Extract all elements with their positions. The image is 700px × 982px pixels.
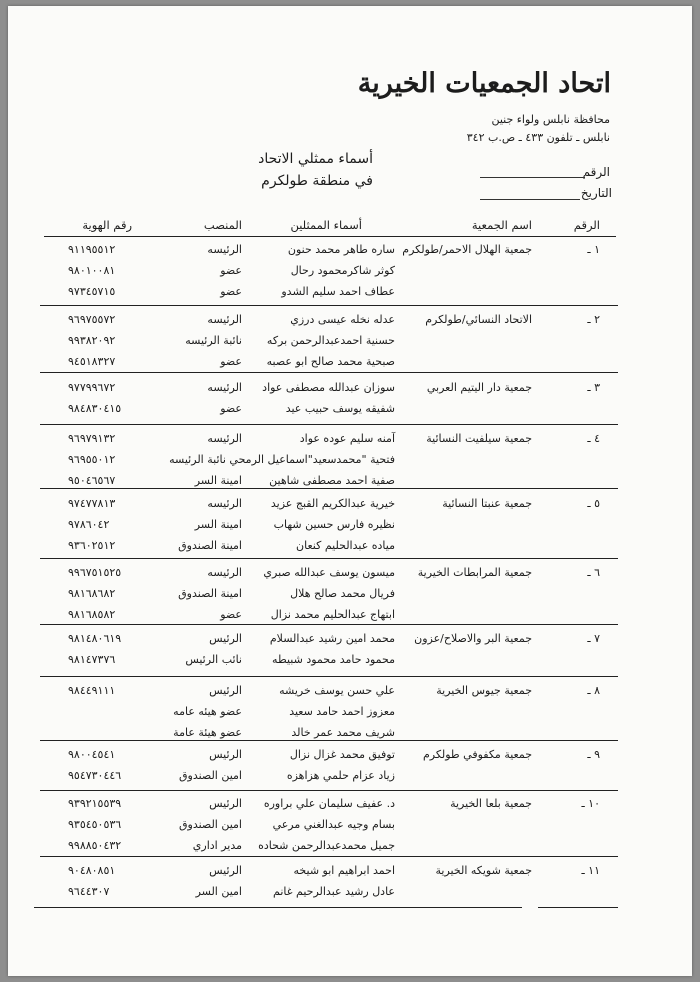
member-id-number: ٩٩٨٨٥٠٤٣٢ — [68, 839, 122, 852]
member-position: عضو — [220, 402, 242, 415]
member-position: الرئيسه — [207, 432, 242, 445]
member-name: مياده عبدالحليم كنعان — [296, 539, 395, 552]
member-position: نائبة الرئيسه — [185, 334, 242, 347]
entry-separator-rule — [40, 558, 618, 559]
member-id-number: ٩٣٥٤٥٠٥٣٦ — [68, 818, 122, 831]
member-id-number: ٩٧٣٤٥٧١٥ — [68, 285, 116, 298]
member-id-number: ٩٤٥١٨٣٢٧ — [68, 355, 116, 368]
member-position: الرئيسه — [207, 313, 242, 326]
member-name: كوثر شاكرمحمود رحال — [290, 264, 395, 277]
society-name: جمعية بلعا الخيرية — [450, 797, 532, 810]
member-id-number: ٩٥٠٤٦٥٦٧ — [68, 474, 116, 487]
member-id-number: ٩١١٩٥٥١٢ — [68, 243, 116, 256]
member-id-number: ٩٧٨٦٠٤٢ — [68, 518, 110, 531]
member-name: زياد عزام حلمي هزاهزه — [286, 769, 395, 782]
member-name: آمنه سليم عوده عواد — [299, 432, 395, 445]
entry-separator-rule — [40, 372, 618, 373]
col-header-society: اسم الجمعية — [471, 218, 532, 232]
member-name: شفيقه يوسف حبيب عيد — [285, 402, 395, 415]
entry-number: ٦ ـ — [587, 566, 600, 579]
member-id-number: ٩٨١٦٨٦٨٢ — [68, 587, 116, 600]
bottom-rule-right — [538, 907, 618, 908]
member-position: مدير اداري — [192, 839, 242, 852]
member-position: امين الصندوق — [178, 818, 242, 831]
member-name: نظيره فارس حسين شهاب — [273, 518, 395, 531]
member-position: عضو — [220, 608, 242, 621]
member-position: الرئيس — [209, 797, 242, 810]
member-name: احمد ابراهيم ابو شيخه — [293, 864, 395, 877]
society-name: جمعية جيوس الخيرية — [436, 684, 532, 697]
member-name: خيرية عبدالكريم القبج عزيد — [270, 497, 395, 510]
member-position: عضو هيئة عامة — [173, 726, 242, 739]
entry-number: ٤ ـ — [587, 432, 600, 445]
entry-separator-rule — [40, 424, 618, 425]
date-blank-line — [480, 199, 580, 200]
society-name: جمعية المرابطات الخيرية — [417, 566, 532, 579]
member-id-number: ٩٣٩٢١٥٥٣٩ — [68, 797, 122, 810]
member-position: الرئيس — [209, 632, 242, 645]
entry-separator-rule — [40, 488, 618, 489]
member-name: عدله نخله عيسى درزي — [290, 313, 395, 326]
member-id-number: ٩٣٦٠٢٥١٢ — [68, 539, 116, 552]
member-position: الرئيسه — [207, 497, 242, 510]
member-position: نائب الرئيس — [185, 653, 242, 666]
society-name: الاتحاد النسائي/طولكرم — [425, 313, 532, 326]
member-position: الرئيسه — [207, 566, 242, 579]
member-position: الرئيسه — [207, 243, 242, 256]
member-name: ابتهاج عبدالحليم محمد نزال — [270, 608, 395, 621]
member-name: توفيق محمد غزال نزال — [289, 748, 395, 761]
entry-number: ١١ ـ — [581, 864, 600, 877]
entry-separator-rule — [40, 740, 618, 741]
member-name: بسام وجيه عبدالغني مرعي — [272, 818, 395, 831]
member-name: حسنية احمدعبدالرحمن بركه — [266, 334, 395, 347]
member-id-number: ٩٨١٤٧٣٧٦ — [68, 653, 116, 666]
member-name: فريال محمد صالح هلال — [290, 587, 395, 600]
member-id-number: ٩٩٦٧٥١٥٢٥ — [68, 566, 122, 579]
member-position: امينة الصندوق — [178, 587, 242, 600]
member-name: عطاف احمد سليم الشدو — [281, 285, 395, 298]
member-id-number: ٩٦٩٥٥٠١٢ — [68, 453, 116, 466]
entry-separator-rule — [40, 856, 618, 857]
entry-number: ٩ ـ — [587, 748, 600, 761]
member-id-number: ٩٨٠١٠٠٨١ — [68, 264, 116, 277]
member-id-number: ٩٩٣٨٢٠٩٢ — [68, 334, 116, 347]
member-position: امينة الصندوق — [178, 539, 242, 552]
member-id-number: ٩٨١٦٨٥٨٢ — [68, 608, 116, 621]
entry-separator-rule — [40, 624, 618, 625]
entry-number: ٢ ـ — [587, 313, 600, 326]
member-name: صبحية محمد صالح ابو عصبه — [266, 355, 395, 368]
society-name: جمعية الهلال الاحمر/طولكرم — [402, 243, 532, 256]
member-name: شريف محمد عمر خالد — [291, 726, 395, 739]
col-header-reps: أسماء الممثلين — [290, 218, 362, 232]
header-rule — [44, 236, 616, 237]
letterhead-line1: محافظة نابلس ولواء جنين — [491, 113, 610, 126]
member-id-number: ٩٨٠٠٤٥٤١ — [68, 748, 116, 761]
member-id-number: ٩٦٩٧٥٥٧٢ — [68, 313, 116, 326]
member-position: عضو هيئه عامه — [173, 705, 242, 718]
member-position: الرئيسه — [207, 381, 242, 394]
member-position: امين السر — [195, 885, 242, 898]
society-name: جمعية البر والاصلاح/عزون — [414, 632, 532, 645]
member-id-number: ٩٦٤٤٣٠٧ — [68, 885, 110, 898]
ref-label: الرقم — [582, 165, 610, 179]
entry-number: ٥ ـ — [587, 497, 600, 510]
member-id-number: ٩٧٧٩٩٦٧٢ — [68, 381, 116, 394]
subject-line1: أسماء ممثلي الاتحاد — [258, 151, 373, 167]
member-id-number: ٩٨٤٤٩١١١ — [68, 684, 116, 697]
bottom-rule — [34, 907, 522, 908]
entry-separator-rule — [40, 790, 618, 791]
entry-number: ٧ ـ — [587, 632, 600, 645]
member-name: عادل رشيد عبدالرحيم غانم — [273, 885, 395, 898]
entry-number: ١ ـ — [587, 243, 600, 256]
member-name: محمد امين رشيد عبدالسلام — [269, 632, 395, 645]
member-position: الرئيس — [209, 684, 242, 697]
member-name: د. عفيف سليمان علي براوره — [263, 797, 395, 810]
letterhead-line2: نابلس ـ تلفون ٤٣٣ ـ ص.ب ٣٤٢ — [466, 131, 610, 144]
member-position: عضو — [220, 264, 242, 277]
member-name: ساره طاهر محمد حنون — [287, 243, 395, 256]
member-id-number: ٩٥٤٧٣٠٤٤٦ — [68, 769, 122, 782]
society-name: جمعية مكفوفي طولكرم — [422, 748, 532, 761]
member-position: عضو — [220, 285, 242, 298]
member-name: معزوز احمد حامد سعيد — [289, 705, 395, 718]
entry-number: ١٠ ـ — [581, 797, 600, 810]
society-name: جمعية شويكه الخيرية — [435, 864, 532, 877]
member-name: جميل محمدعبدالرحمن شحاده — [258, 839, 395, 852]
entry-number: ٣ ـ — [587, 381, 600, 394]
member-id-number: ٩٦٩٧٩١٣٢ — [68, 432, 116, 445]
member-position: الرئيس — [209, 864, 242, 877]
col-header-id: رقم الهوية — [82, 218, 132, 232]
society-name: جمعية عنبتا النسائية — [442, 497, 532, 510]
member-name: سوزان عبدالله مصطفى عواد — [262, 381, 395, 394]
member-name: فتحية "محمدسعيد"اسماعيل الرمحي نائبة الرئيسه — [169, 453, 395, 466]
ref-blank-line — [480, 177, 585, 178]
member-name: محمود حامد محمود شبيطه — [272, 653, 395, 666]
subject-line2: في منطقة طولكرم — [261, 173, 373, 189]
col-header-no: الرقم — [573, 218, 600, 232]
member-name: علي حسن يوسف خريشه — [279, 684, 395, 697]
member-position: الرئيس — [209, 748, 242, 761]
society-name: جمعية دار اليتيم العربي — [426, 381, 532, 394]
col-header-position: المنصب — [203, 218, 242, 232]
member-id-number: ٩٨٤٨٣٠٤١٥ — [68, 402, 122, 415]
member-position: امينة السر — [194, 518, 242, 531]
member-id-number: ٩٨١٤٨٠٦١٩ — [68, 632, 122, 645]
member-position: عضو — [220, 355, 242, 368]
member-name: ميسون يوسف عبدالله صبري — [263, 566, 395, 579]
entry-separator-rule — [40, 676, 618, 677]
member-id-number: ٩٠٤٨٠٨٥١ — [68, 864, 116, 877]
society-name: جمعية سيلفيت النسائية — [426, 432, 532, 445]
date-label: التاريخ — [580, 186, 612, 200]
member-id-number: ٩٧٤٧٧٨١٣ — [68, 497, 116, 510]
entry-number: ٨ ـ — [587, 684, 600, 697]
member-position: امين الصندوق — [178, 769, 242, 782]
entry-separator-rule — [40, 305, 618, 306]
member-name: صفية احمد مصطفى شاهين — [269, 474, 395, 487]
letterhead-title: اتحاد الجمعيات الخيرية — [357, 68, 611, 99]
member-position: امينة السر — [194, 474, 242, 487]
